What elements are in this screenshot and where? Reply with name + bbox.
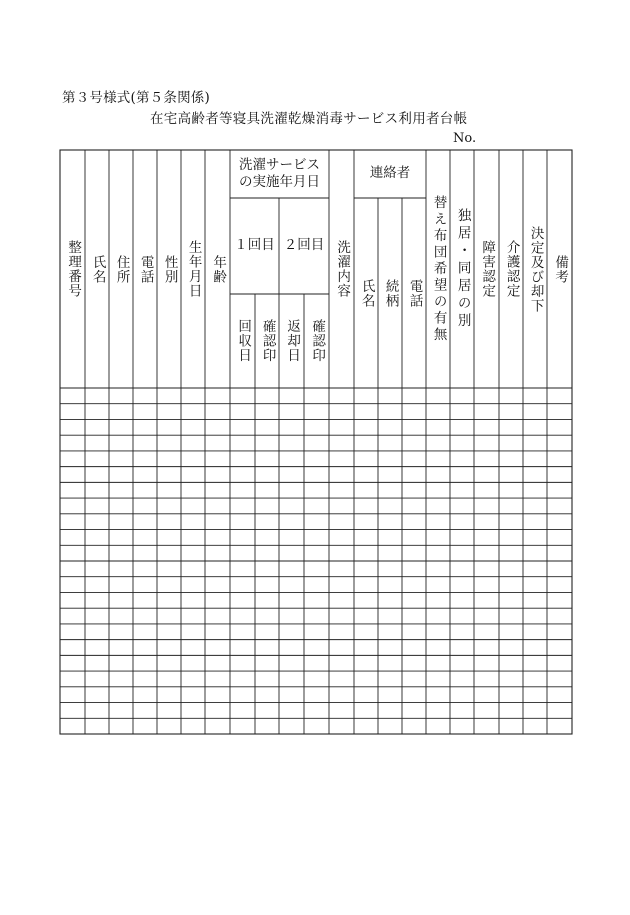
header-seibetsu: 性別 xyxy=(161,254,178,284)
form-number-label: 第３号様式(第５条関係) xyxy=(62,90,210,106)
header-zokugara: 続柄 xyxy=(382,278,399,308)
header-shimei: 氏名 xyxy=(89,254,106,284)
header-renrakusha-denwa: 電話 xyxy=(406,278,423,308)
header-kakuninin-1: 確認印 xyxy=(259,319,276,363)
header-sentaku-naiyo: 洗濯内容 xyxy=(334,240,351,298)
header-nenrei: 年齢 xyxy=(210,254,227,284)
header-nikaime: ２回目 xyxy=(283,237,325,254)
header-renrakusha: 連絡者 xyxy=(369,165,411,182)
header-denwa: 電話 xyxy=(137,254,154,284)
header-henkyakubi: 返却日 xyxy=(284,319,301,363)
header-ikkaime: １回目 xyxy=(234,237,275,254)
header-renrakusha-shimei: 氏名 xyxy=(358,278,375,308)
header-kaebuton: 替え布団希望の有無 xyxy=(430,194,447,344)
header-dokkyo-dokyo: 独居・同居の別 xyxy=(454,207,471,331)
header-seiri-bangou: 整理番号 xyxy=(65,240,82,298)
header-biko: 備考 xyxy=(552,254,569,284)
header-kakuninin-2: 確認印 xyxy=(309,319,326,363)
header-kettei-kyakka: 決定及び却下 xyxy=(527,225,544,313)
header-jusho: 住所 xyxy=(113,254,130,284)
header-kaigo-nintei: 介護認定 xyxy=(503,240,520,298)
header-shogai-nintei: 障害認定 xyxy=(479,240,496,298)
header-kaishubi: 回収日 xyxy=(235,319,252,363)
document-title: 在宅高齢者等寝具洗濯乾燥消毒サービス利用者台帳 xyxy=(150,111,468,127)
header-seinengappi: 生年月日 xyxy=(185,240,202,298)
header-sentaku-service: 洗濯サービスの実施年月日 xyxy=(239,156,320,190)
number-label: No. xyxy=(453,131,477,146)
